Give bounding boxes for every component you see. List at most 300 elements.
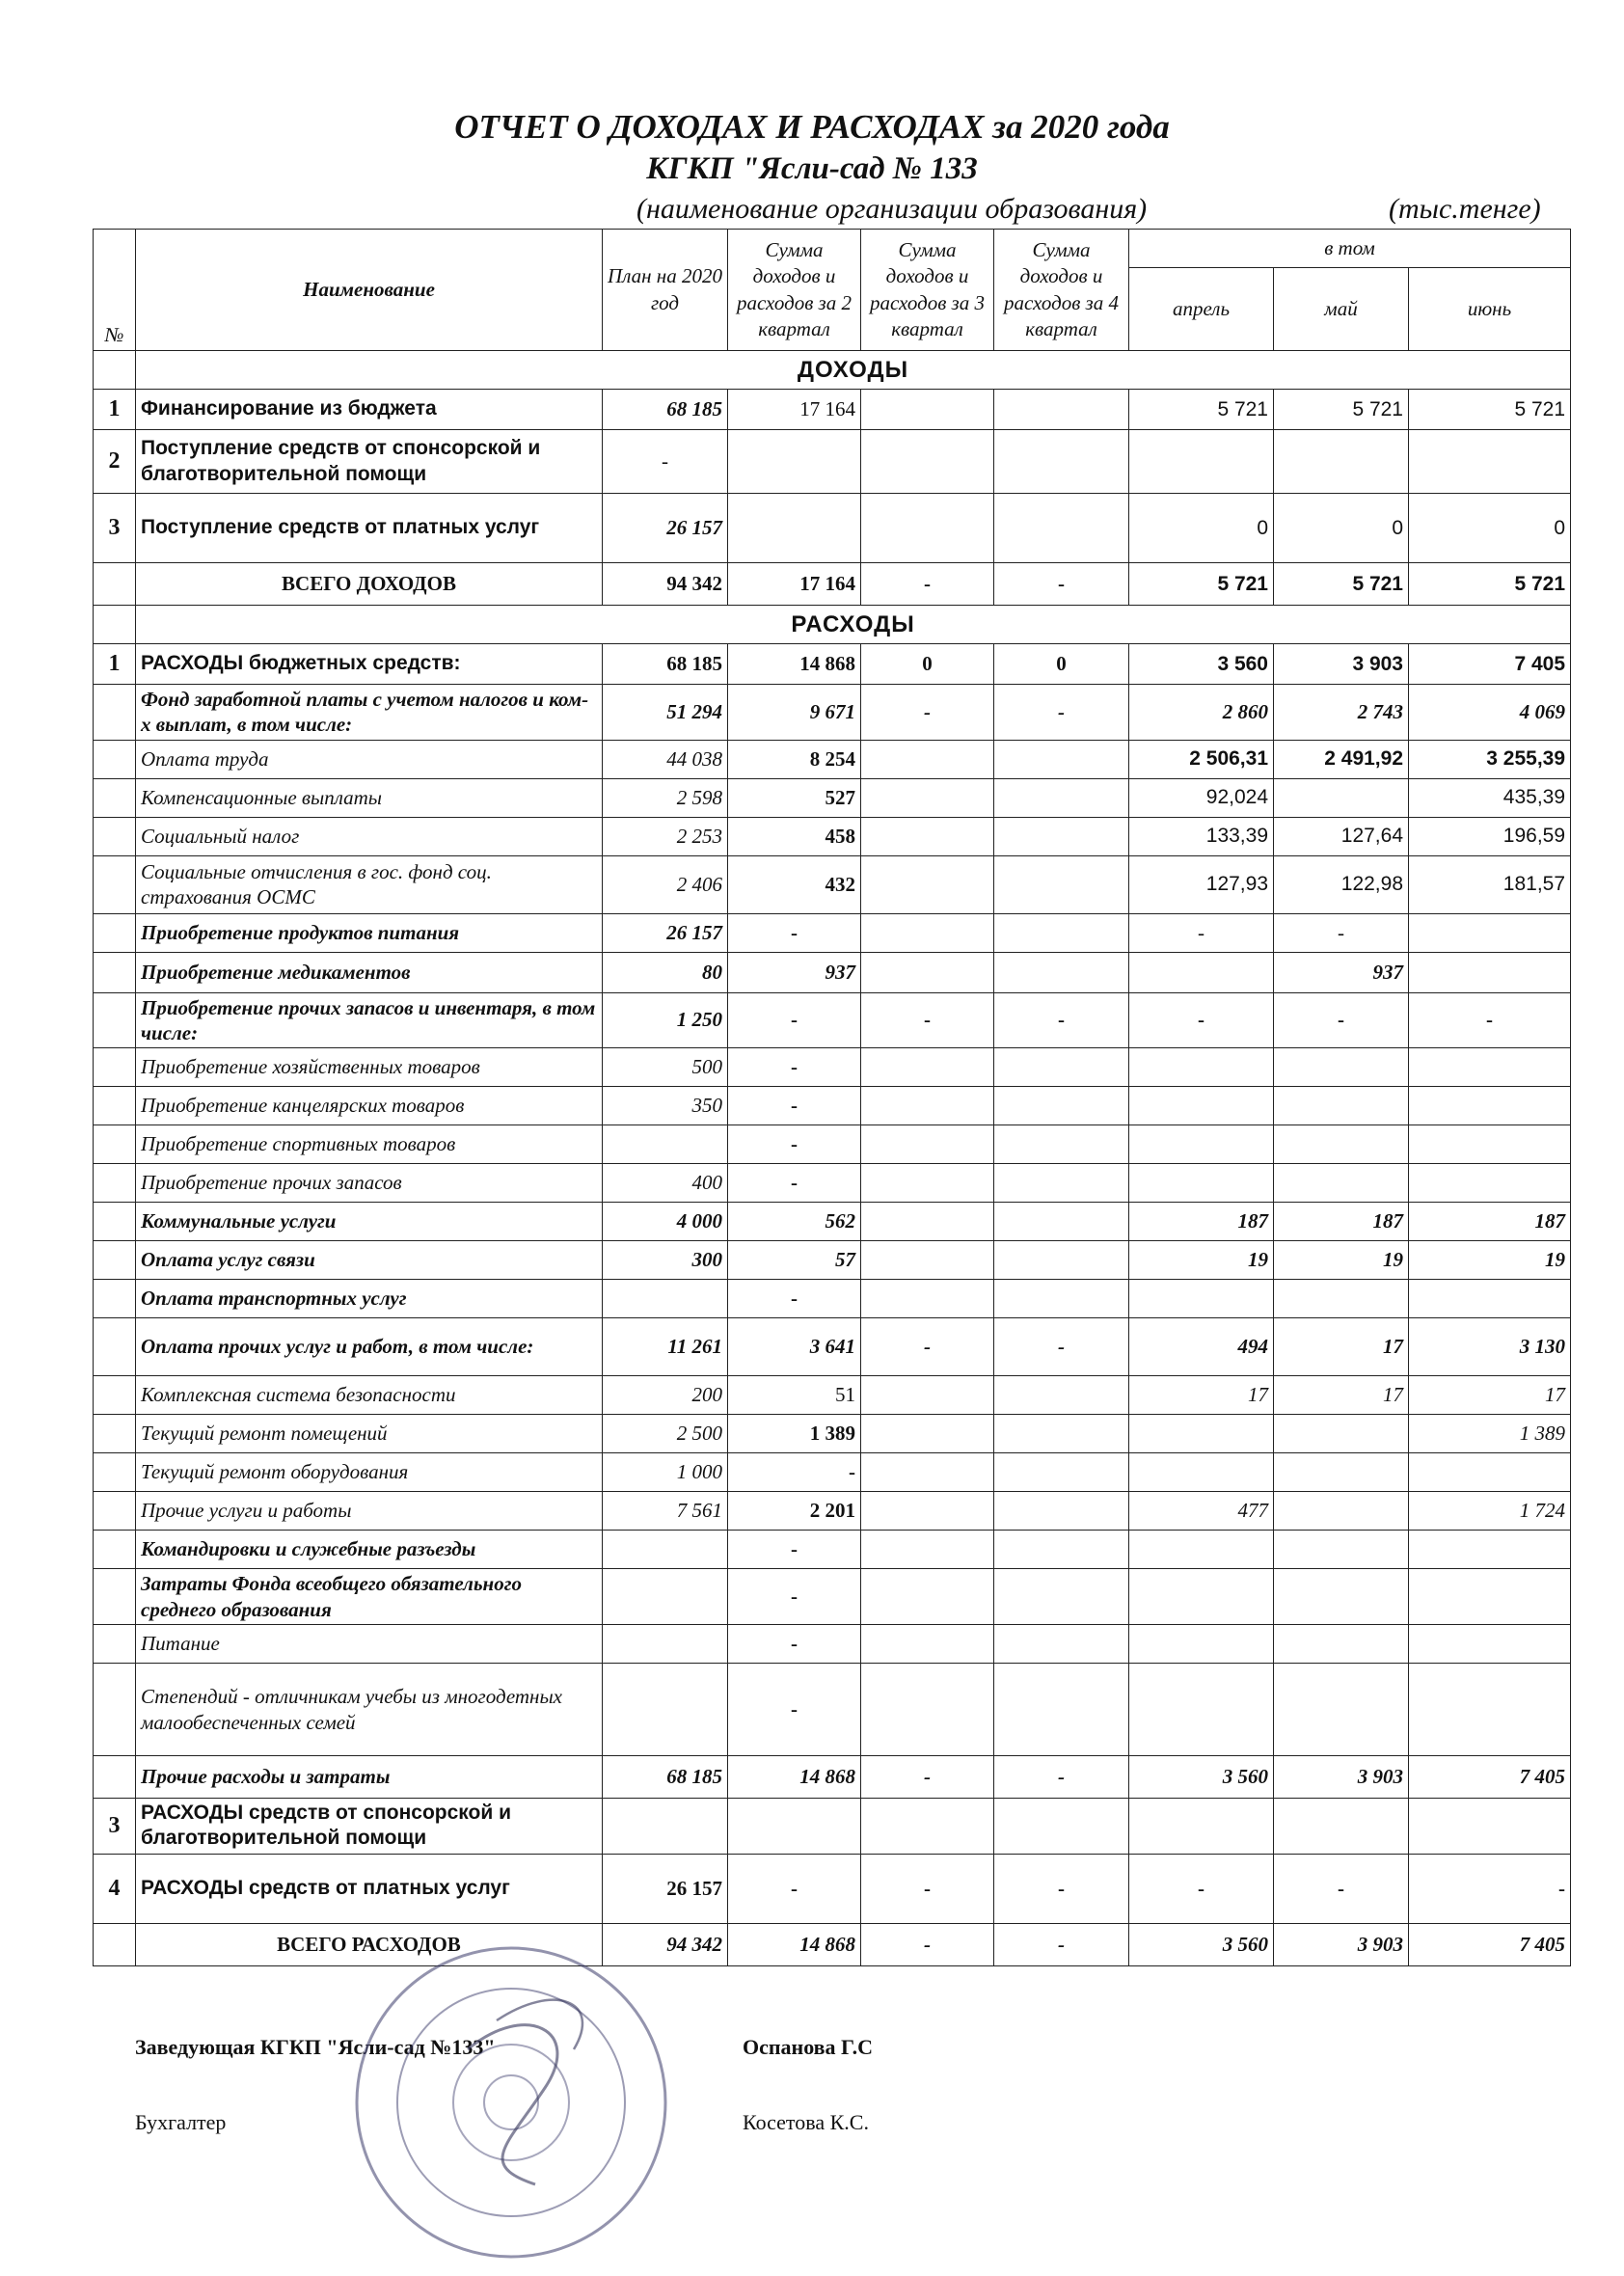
cell-name: Питание (136, 1625, 603, 1664)
cell-jun: 4 069 (1409, 685, 1571, 741)
cell-may: 127,64 (1274, 817, 1409, 855)
cell-apr (1129, 1087, 1274, 1125)
cell-may: 5 721 (1274, 390, 1409, 430)
cell-jun (1409, 1453, 1571, 1492)
cell-q2: - (728, 1531, 861, 1569)
cell-apr (1129, 952, 1274, 992)
cell-name: РАСХОДЫ средств от спонсорской и благотворительной помощи (136, 1799, 603, 1855)
cell-may: - (1274, 1854, 1409, 1923)
cell-plan: 2 598 (603, 778, 728, 817)
cell-name: Социальный налог (136, 817, 603, 855)
table-row (94, 913, 1571, 952)
cell-may (1274, 1625, 1409, 1664)
cell-num (94, 1664, 136, 1756)
table-row (94, 1318, 1571, 1376)
table-row (94, 563, 1571, 606)
cell-jun: 17 (1409, 1376, 1571, 1415)
cell-may (1274, 1799, 1409, 1855)
cell-q4 (994, 1087, 1129, 1125)
cell-q2: - (728, 1625, 861, 1664)
cell-jun (1409, 1087, 1571, 1125)
cell-q4: - (994, 1923, 1129, 1965)
table-row (94, 1625, 1571, 1664)
cell-plan: 2 406 (603, 855, 728, 913)
table-row (94, 740, 1571, 778)
cell-plan (603, 1569, 728, 1625)
cell-q2: - (728, 1453, 861, 1492)
cell-may: - (1274, 913, 1409, 952)
cell-q2 (728, 494, 861, 563)
cell-jun (1409, 430, 1571, 494)
cell-name: Фонд заработной платы с учетом налогов и ком-х выплат, в том числе: (136, 685, 603, 741)
cell-name: Финансирование из бюджета (136, 390, 603, 430)
cell-apr: 127,93 (1129, 855, 1274, 913)
cell-q2 (728, 430, 861, 494)
cell-jun: 196,59 (1409, 817, 1571, 855)
cell-q3 (861, 1415, 994, 1453)
cell-apr: - (1129, 913, 1274, 952)
cell-q3 (861, 1164, 994, 1203)
cell-q2: 17 164 (728, 563, 861, 606)
cell-num (94, 1376, 136, 1415)
header-q4: Сумма доходов и расходов за 4 квартал (994, 230, 1129, 351)
cell-may: 5 721 (1274, 563, 1409, 606)
cell-q2: 562 (728, 1203, 861, 1241)
cell-plan: 51 294 (603, 685, 728, 741)
cell-name: РАСХОДЫ средств от платных услуг (136, 1854, 603, 1923)
cell-q3 (861, 1087, 994, 1125)
cell-q4 (994, 1280, 1129, 1318)
cell-plan: 68 185 (603, 1756, 728, 1799)
cell-q2: - (728, 1164, 861, 1203)
header-april: апрель (1129, 268, 1274, 351)
cell-q3 (861, 1569, 994, 1625)
cell-may (1274, 1569, 1409, 1625)
header-plan: План на 2020 год (603, 230, 728, 351)
table-row (94, 1569, 1571, 1625)
cell-plan: 1 000 (603, 1453, 728, 1492)
cell-q2: 14 868 (728, 1756, 861, 1799)
cell-q4 (994, 1048, 1129, 1087)
cell-plan: 68 185 (603, 390, 728, 430)
cell-q4: - (994, 1854, 1129, 1923)
cell-q4 (994, 494, 1129, 563)
cell-jun: 187 (1409, 1203, 1571, 1241)
cell-may (1274, 1531, 1409, 1569)
cell-q3: - (861, 1756, 994, 1799)
cell-num (94, 740, 136, 778)
cell-q2: - (728, 1125, 861, 1164)
cell-q4 (994, 1492, 1129, 1531)
cell-name: РАСХОДЫ бюджетных средств: (136, 644, 603, 685)
cell-plan: 200 (603, 1376, 728, 1415)
cell-may: 3 903 (1274, 1923, 1409, 1965)
cell-jun: 7 405 (1409, 1756, 1571, 1799)
organization-caption: (наименование организации образования) (636, 193, 1148, 225)
cell-may (1274, 778, 1409, 817)
cell-q4 (994, 1164, 1129, 1203)
cell-q4 (994, 1125, 1129, 1164)
table-row (94, 1125, 1571, 1164)
cell-name: Текущий ремонт оборудования (136, 1453, 603, 1492)
cell-q4 (994, 1415, 1129, 1453)
cell-q2: - (728, 1664, 861, 1756)
cell-q4 (994, 1625, 1129, 1664)
cell-apr: 187 (1129, 1203, 1274, 1241)
cell-q2 (728, 1799, 861, 1855)
cell-q3 (861, 1625, 994, 1664)
cell-q3 (861, 913, 994, 952)
cell-name: Поступление средств от платных услуг (136, 494, 603, 563)
cell-name: Затраты Фонда всеобщего обязательного среднего образования (136, 1569, 603, 1625)
cell-plan: 26 157 (603, 494, 728, 563)
cell-q4 (994, 1799, 1129, 1855)
cell-q3 (861, 740, 994, 778)
cell-jun: 3 255,39 (1409, 740, 1571, 778)
cell-q2: 2 201 (728, 1492, 861, 1531)
cell-q3 (861, 952, 994, 992)
table-row (94, 1756, 1571, 1799)
cell-name: Приобретение хозяйственных товаров (136, 1048, 603, 1087)
cell-plan: 11 261 (603, 1318, 728, 1376)
cell-jun (1409, 1664, 1571, 1756)
table-row (94, 494, 1571, 563)
cell-q4: - (994, 1756, 1129, 1799)
header-including: в том (1129, 230, 1571, 268)
cell-name: ВСЕГО РАСХОДОВ (136, 1923, 603, 1965)
header-row-1 (94, 230, 1571, 268)
cell-q2: 527 (728, 778, 861, 817)
cell-q4 (994, 1453, 1129, 1492)
cell-jun (1409, 1280, 1571, 1318)
cell-plan: - (603, 430, 728, 494)
cell-q2: 17 164 (728, 390, 861, 430)
cell-q4 (994, 1531, 1129, 1569)
cell-apr: 19 (1129, 1241, 1274, 1280)
head-name: Оспанова Г.С (743, 2035, 873, 2059)
cell-may: 187 (1274, 1203, 1409, 1241)
organization-name: КГКП "Ясли-сад № 133 (646, 151, 978, 186)
cell-num (94, 1125, 136, 1164)
cell-q2: 14 868 (728, 644, 861, 685)
cell-apr: - (1129, 992, 1274, 1048)
report-title: ОТЧЕТ О ДОХОДАХ И РАСХОДАХ за 2020 года (454, 108, 1170, 146)
table-row (94, 952, 1571, 992)
cell-apr (1129, 1799, 1274, 1855)
cell-name: Приобретение продуктов питания (136, 913, 603, 952)
cell-may (1274, 1280, 1409, 1318)
table-row (94, 1203, 1571, 1241)
cell-num (94, 1453, 136, 1492)
cell-jun: 3 130 (1409, 1318, 1571, 1376)
header-name: Наименование (136, 230, 603, 351)
cell-may: - (1274, 992, 1409, 1048)
cell-jun: 7 405 (1409, 1923, 1571, 1965)
cell-may: 3 903 (1274, 644, 1409, 685)
cell-q2: - (728, 1854, 861, 1923)
table-row (94, 1799, 1571, 1855)
cell-may (1274, 1415, 1409, 1453)
cell-may (1274, 1125, 1409, 1164)
cell-jun (1409, 1125, 1571, 1164)
table-row (94, 390, 1571, 430)
cell-empty (94, 351, 136, 390)
header-june: июнь (1409, 268, 1571, 351)
cell-jun (1409, 1569, 1571, 1625)
cell-may (1274, 1453, 1409, 1492)
cell-num (94, 1531, 136, 1569)
cell-apr (1129, 1164, 1274, 1203)
cell-plan: 500 (603, 1048, 728, 1087)
cell-name: Прочие услуги и работы (136, 1492, 603, 1531)
cell-name: Оплата труда (136, 740, 603, 778)
cell-jun: 435,39 (1409, 778, 1571, 817)
cell-apr: 3 560 (1129, 1923, 1274, 1965)
cell-plan: 4 000 (603, 1203, 728, 1241)
cell-plan: 7 561 (603, 1492, 728, 1531)
cell-plan: 94 342 (603, 563, 728, 606)
cell-name: Приобретение прочих запасов (136, 1164, 603, 1203)
cell-q2: - (728, 992, 861, 1048)
cell-apr (1129, 1048, 1274, 1087)
cell-may: 3 903 (1274, 1756, 1409, 1799)
cell-plan: 26 157 (603, 913, 728, 952)
cell-apr: 0 (1129, 494, 1274, 563)
cell-q4 (994, 430, 1129, 494)
table-row (94, 778, 1571, 817)
cell-num: 3 (94, 1799, 136, 1855)
table-row (94, 1492, 1571, 1531)
cell-apr: 2 860 (1129, 685, 1274, 741)
cell-plan (603, 1664, 728, 1756)
cell-num (94, 817, 136, 855)
table-row (94, 992, 1571, 1048)
cell-num (94, 1280, 136, 1318)
cell-q3: - (861, 1318, 994, 1376)
cell-q3 (861, 1453, 994, 1492)
table-row (94, 1241, 1571, 1280)
cell-q3 (861, 855, 994, 913)
cell-apr (1129, 1415, 1274, 1453)
cell-q4 (994, 817, 1129, 855)
cell-num: 2 (94, 430, 136, 494)
table-row (94, 1280, 1571, 1318)
cell-num (94, 913, 136, 952)
section-row (94, 606, 1571, 644)
cell-may (1274, 1048, 1409, 1087)
cell-q3 (861, 1280, 994, 1318)
cell-name: Приобретение прочих запасов и инвентаря, в том числе: (136, 992, 603, 1048)
cell-plan: 44 038 (603, 740, 728, 778)
cell-jun: - (1409, 1854, 1571, 1923)
cell-name: Приобретение канцелярских товаров (136, 1087, 603, 1125)
table-row (94, 855, 1571, 913)
report-table (93, 229, 1571, 1966)
cell-plan: 1 250 (603, 992, 728, 1048)
cell-apr: 5 721 (1129, 390, 1274, 430)
cell-name: Оплата прочих услуг и работ, в том числе: (136, 1318, 603, 1376)
header-q2: Сумма доходов и расходов за 2 квартал (728, 230, 861, 351)
section-expense: РАСХОДЫ (136, 606, 1571, 644)
table-row (94, 644, 1571, 685)
cell-apr (1129, 1625, 1274, 1664)
cell-apr: 3 560 (1129, 644, 1274, 685)
cell-q4 (994, 1569, 1129, 1625)
cell-name: Оплата услуг связи (136, 1241, 603, 1280)
accountant-name: Косетова К.С. (743, 2110, 869, 2134)
header-no: № (94, 230, 136, 351)
cell-q3: - (861, 563, 994, 606)
cell-jun: 5 721 (1409, 563, 1571, 606)
cell-num (94, 1318, 136, 1376)
table-row (94, 1164, 1571, 1203)
cell-jun (1409, 952, 1571, 992)
cell-q3 (861, 1048, 994, 1087)
table-row (94, 1664, 1571, 1756)
report-table-body (94, 230, 1571, 1966)
cell-q3: - (861, 1854, 994, 1923)
cell-num (94, 1048, 136, 1087)
cell-q2: - (728, 913, 861, 952)
cell-may: 19 (1274, 1241, 1409, 1280)
table-row (94, 1531, 1571, 1569)
section-row (94, 351, 1571, 390)
cell-apr (1129, 430, 1274, 494)
cell-q3 (861, 1203, 994, 1241)
cell-num (94, 1625, 136, 1664)
cell-apr: 5 721 (1129, 563, 1274, 606)
cell-plan: 350 (603, 1087, 728, 1125)
cell-q2: - (728, 1569, 861, 1625)
cell-num (94, 778, 136, 817)
table-row (94, 1415, 1571, 1453)
cell-q2: - (728, 1280, 861, 1318)
cell-q4 (994, 1241, 1129, 1280)
cell-q4 (994, 1203, 1129, 1241)
cell-num (94, 1087, 136, 1125)
cell-q3: - (861, 1923, 994, 1965)
cell-empty (94, 606, 136, 644)
cell-apr (1129, 1453, 1274, 1492)
cell-plan: 68 185 (603, 644, 728, 685)
cell-q2: 8 254 (728, 740, 861, 778)
cell-apr: 477 (1129, 1492, 1274, 1531)
table-row (94, 1087, 1571, 1125)
cell-q3: - (861, 685, 994, 741)
cell-plan (603, 1625, 728, 1664)
cell-name: Текущий ремонт помещений (136, 1415, 603, 1453)
cell-plan: 300 (603, 1241, 728, 1280)
cell-apr (1129, 1125, 1274, 1164)
cell-q2: 458 (728, 817, 861, 855)
official-stamp-icon (352, 1943, 670, 2262)
cell-q3 (861, 1125, 994, 1164)
cell-plan: 26 157 (603, 1854, 728, 1923)
cell-apr (1129, 1280, 1274, 1318)
cell-q4 (994, 1664, 1129, 1756)
cell-q4 (994, 952, 1129, 992)
cell-q4 (994, 390, 1129, 430)
cell-may (1274, 1664, 1409, 1756)
cell-may: 2 743 (1274, 685, 1409, 741)
cell-q3 (861, 390, 994, 430)
cell-q4 (994, 778, 1129, 817)
cell-num (94, 1756, 136, 1799)
cell-q3 (861, 1376, 994, 1415)
cell-name: ВСЕГО ДОХОДОВ (136, 563, 603, 606)
cell-apr: 494 (1129, 1318, 1274, 1376)
cell-plan (603, 1799, 728, 1855)
cell-jun: 1 724 (1409, 1492, 1571, 1531)
cell-q3 (861, 778, 994, 817)
cell-num (94, 685, 136, 741)
cell-apr (1129, 1569, 1274, 1625)
cell-apr (1129, 1531, 1274, 1569)
cell-plan: 94 342 (603, 1923, 728, 1965)
cell-num (94, 1164, 136, 1203)
cell-apr: - (1129, 1854, 1274, 1923)
table-row (94, 430, 1571, 494)
cell-num (94, 992, 136, 1048)
cell-q3 (861, 1799, 994, 1855)
cell-q4: 0 (994, 644, 1129, 685)
cell-jun: 181,57 (1409, 855, 1571, 913)
cell-name: Компенсационные выплаты (136, 778, 603, 817)
cell-q3 (861, 430, 994, 494)
cell-q2: 51 (728, 1376, 861, 1415)
units-label: (тыс.тенге) (1389, 193, 1541, 225)
cell-jun (1409, 1799, 1571, 1855)
cell-q3 (861, 1492, 994, 1531)
cell-jun (1409, 1048, 1571, 1087)
cell-q2: 937 (728, 952, 861, 992)
cell-plan (603, 1280, 728, 1318)
cell-q4: - (994, 563, 1129, 606)
cell-plan: 2 253 (603, 817, 728, 855)
cell-may: 937 (1274, 952, 1409, 992)
cell-q2: - (728, 1048, 861, 1087)
accountant-role: Бухгалтер (135, 2110, 227, 2134)
cell-name: Прочие расходы и затраты (136, 1756, 603, 1799)
cell-may (1274, 1164, 1409, 1203)
header-may: май (1274, 268, 1409, 351)
cell-num: 3 (94, 494, 136, 563)
cell-num (94, 1415, 136, 1453)
table-row (94, 1048, 1571, 1087)
cell-q4: - (994, 685, 1129, 741)
cell-name: Оплата транспортных услуг (136, 1280, 603, 1318)
cell-q3 (861, 817, 994, 855)
cell-may: 17 (1274, 1318, 1409, 1376)
header-q3: Сумма доходов и расходов за 3 квартал (861, 230, 994, 351)
cell-num (94, 1923, 136, 1965)
cell-jun (1409, 1625, 1571, 1664)
cell-q3 (861, 1241, 994, 1280)
cell-may (1274, 1492, 1409, 1531)
cell-apr: 133,39 (1129, 817, 1274, 855)
cell-jun: 0 (1409, 494, 1571, 563)
cell-q2: 1 389 (728, 1415, 861, 1453)
cell-q2: 9 671 (728, 685, 861, 741)
table-row (94, 1376, 1571, 1415)
cell-num (94, 1203, 136, 1241)
table-row (94, 1854, 1571, 1923)
cell-jun (1409, 1531, 1571, 1569)
cell-may: 0 (1274, 494, 1409, 563)
cell-name: Степендий - отличникам учебы из многодетных малообеспеченных семей (136, 1664, 603, 1756)
cell-apr: 2 506,31 (1129, 740, 1274, 778)
cell-q4 (994, 740, 1129, 778)
